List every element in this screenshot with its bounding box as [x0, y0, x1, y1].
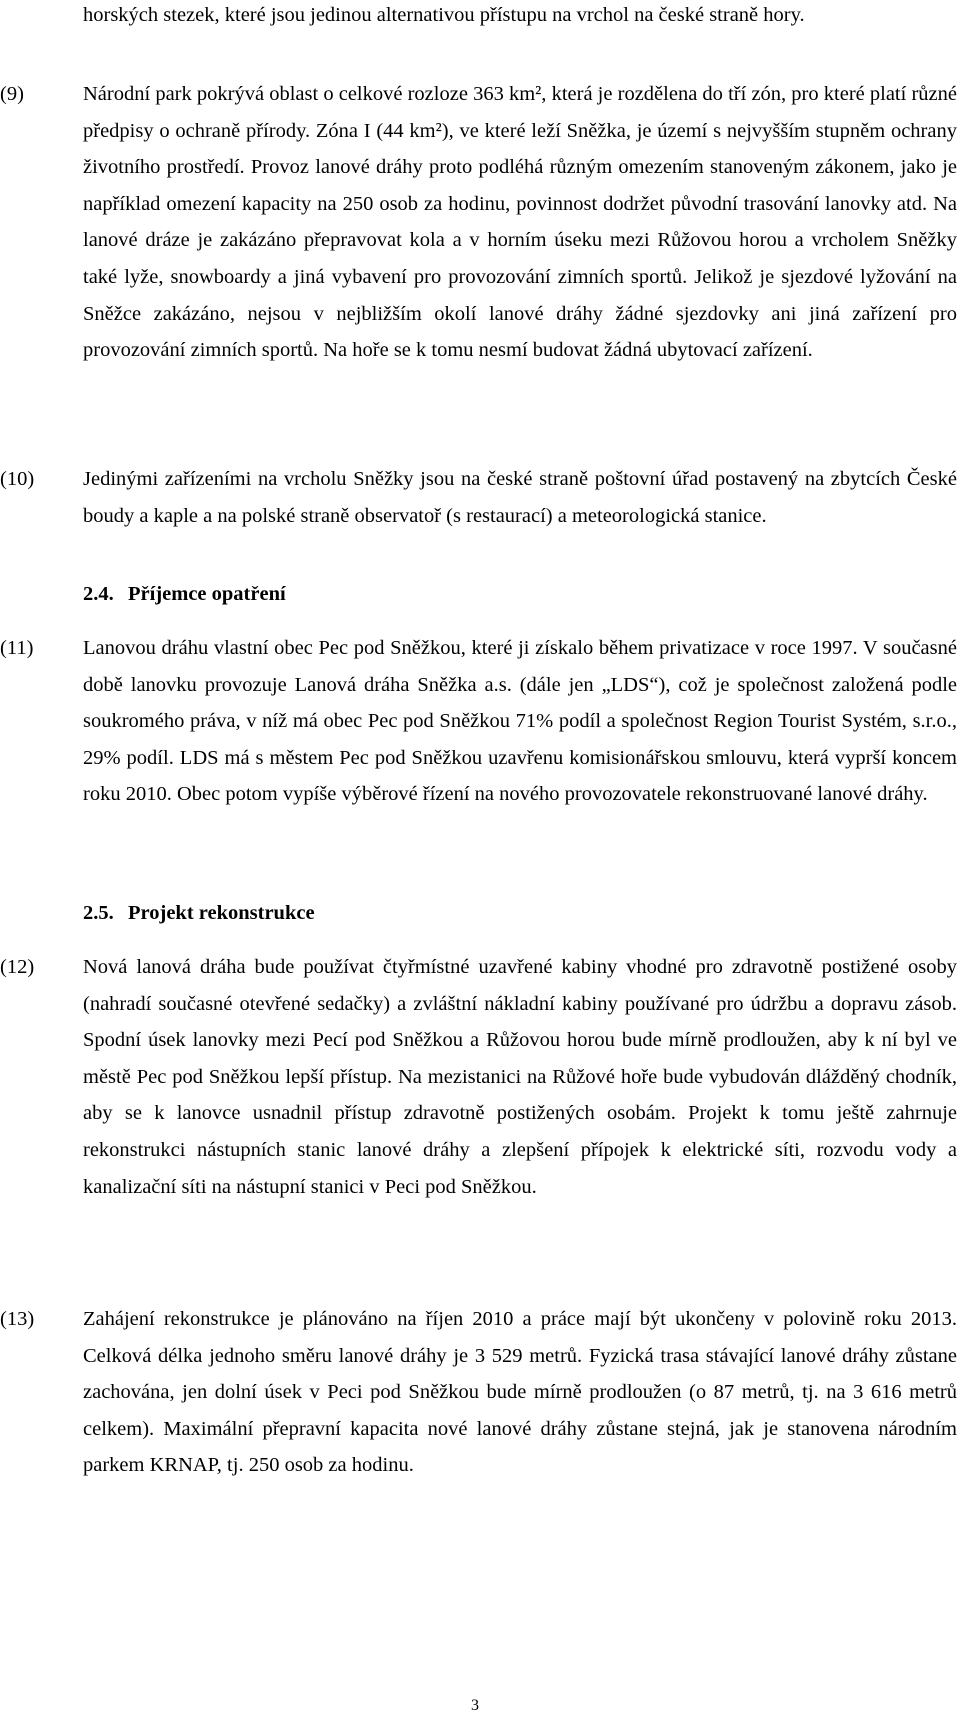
- paragraph-text: horských stezek, které jsou jedinou alternativou přístupu na vrchol na české straně hory.: [83, 4, 805, 26]
- paragraph-text: Národní park pokrývá oblast o celkové rozloze 363 km², která je rozdělena do tří zón, pro které platí různé předpisy o ochraně přírody. Zóna I (44 km²), ve které leží Sněžka, je území s nejvyšším stupněm ochrany životního prostředí. Provoz lanové dráhy proto podléhá různým omezením stanoveným zákonem, jako je například omezení kapacity na 250 osob za hodinu, povinnost dodržet původní trasování lanovky atd. Na lanové dráze je zakázáno přepravovat kola a v horním úseku mezi Růžovou horou a vrcholem Sněžky také lyže, snowboardy a jiná vybavení pro provozování zimních sportů. Jelikož je sjezdové lyžování na Sněžce zakázáno, nejsou v nejbližším okolí lanové dráhy žádné sjezdovky ani jiná zařízení pro provozování zimních sportů. Na hoře se k tomu nesmí budovat žádná ubytovací zařízení.: [83, 83, 957, 362]
- section-heading-2-4: [83, 579, 286, 609]
- section-title: Příjemce opatření: [128, 583, 286, 605]
- paragraph-text: Jedinými zařízeními na vrcholu Sněžky jsou na české straně poštovní úřad postavený na zbytcích České boudy a kaple a na polské straně observatoř (s restaurací) a meteorologická stanice.: [83, 468, 957, 527]
- paragraph-number: (13): [0, 1308, 35, 1330]
- paragraph-number: (12): [0, 956, 35, 978]
- section-title: Projekt rekonstrukce: [128, 902, 315, 924]
- paragraph-number: (11): [0, 637, 34, 659]
- section-number: 2.5.: [83, 902, 114, 924]
- paragraph-text: Nová lanová dráha bude používat čtyřmístné uzavřené kabiny vhodné pro zdravotně postižené osoby (nahradí současné otevřené sedačky) a zvláštní nákladní kabiny používané pro údržbu a dopravu zásob. Spodní úsek lanovky mezi Pecí pod Sněžkou a Růžovou horou bude mírně prodloužen, aby k ní byl ve městě Pec pod Sněžkou lepší přístup. Na mezistanici na Růžové hoře bude vybudován dlážděný chodník, aby se k lanovce usnadnil přístup zdravotně postižených osobám. Projekt k tomu ještě zahrnuje rekonstrukci nástupních stanic lanové dráhy a zlepšení přípojek k elektrické síti, rozvodu vody a kanalizační síti na nástupní stanici v Peci pod Sněžkou.: [83, 956, 957, 1198]
- paragraph-number: (9): [0, 83, 24, 105]
- paragraph-number: (10): [0, 468, 35, 490]
- section-heading-2-5: [83, 898, 315, 928]
- page-number: 3: [471, 1697, 479, 1714]
- paragraph-text: Zahájení rekonstrukce je plánováno na říjen 2010 a práce mají být ukončeny v polovině roku 2013. Celková délka jednoho směru lanové dráhy je 3 529 metrů. Fyzická trasa stávající lanové dráhy zůstane zachována, jen dolní úsek v Peci pod Sněžkou bude mírně prodloužen (o 87 metrů, tj. na 3 616 metrů celkem). Maximální přepravní kapacita nové lanové dráhy zůstane stejná, jak je stanovena národním parkem KRNAP, tj. 250 osob za hodinu.: [83, 1308, 957, 1477]
- section-number: 2.4.: [83, 583, 114, 605]
- paragraph-text: Lanovou dráhu vlastní obec Pec pod Sněžkou, které ji získalo během privatizace v roce 1997. V současné době lanovku provozuje Lanová dráha Sněžka a.s. (dále jen „LDS“), což je společnost založená podle soukromého práva, v níž má obec Pec pod Sněžkou 71% podíl a společnost Region Tourist Systém, s.r.o., 29% podíl. LDS má s městem Pec pod Sněžkou uzavřenu komisionářskou smlouvu, která vyprší koncem roku 2010. Obec potom vypíše výběrové řízení na nového provozovatele rekonstruované lanové dráhy.: [83, 637, 957, 806]
